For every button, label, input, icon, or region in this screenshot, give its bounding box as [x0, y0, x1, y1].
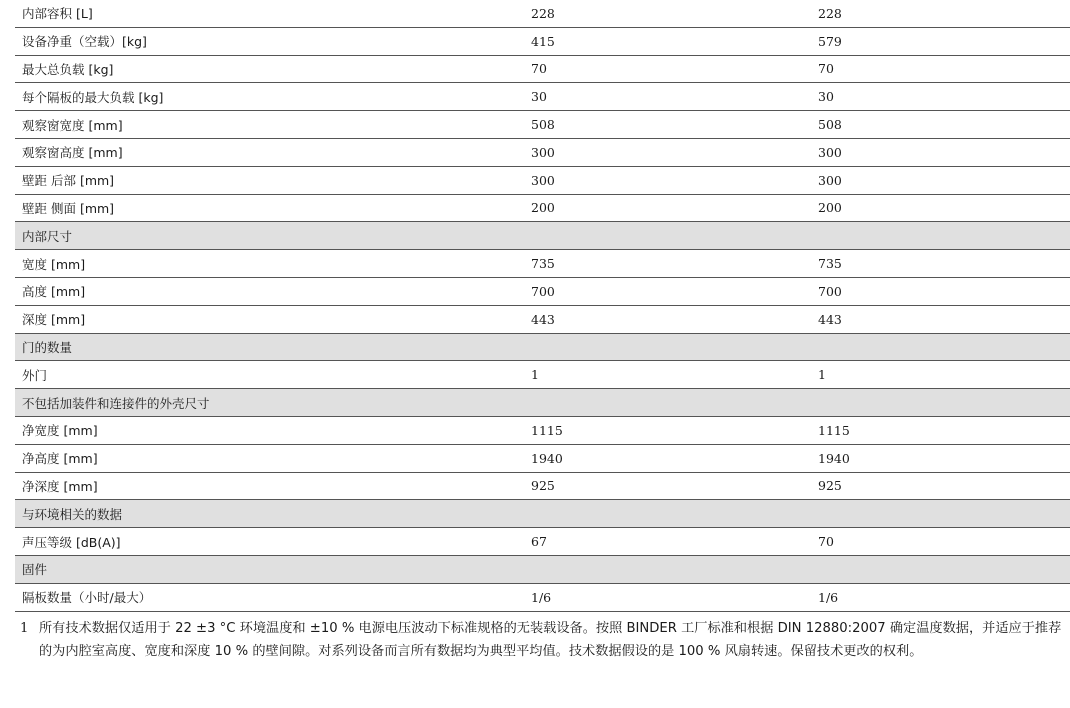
- table-row: [15, 528, 1070, 556]
- row-label: 最大总负载 [kg]: [22, 61, 114, 77]
- value-model-a: 300: [531, 172, 555, 188]
- table-row: [15, 584, 1070, 612]
- value-model-b: 925: [818, 478, 842, 494]
- value-model-a: 1115: [531, 422, 563, 438]
- section-title: 固件: [22, 562, 48, 578]
- row-label: 隔板数量（小时/最大）: [22, 590, 152, 606]
- value-model-b: 200: [818, 200, 842, 216]
- value-model-a: 300: [531, 144, 555, 160]
- value-model-a: 735: [531, 256, 555, 272]
- value-model-b: 443: [818, 311, 842, 327]
- value-model-b: 30: [818, 89, 834, 105]
- row-label: 设备净重（空载）[kg]: [22, 34, 147, 50]
- table-row: [15, 139, 1070, 167]
- value-model-a: 925: [531, 478, 555, 494]
- value-model-b: 1115: [818, 422, 850, 438]
- table-row: [15, 83, 1070, 111]
- value-model-a: 508: [531, 117, 555, 133]
- value-model-b: 1940: [818, 450, 850, 466]
- value-model-b: 300: [818, 172, 842, 188]
- value-model-b: 735: [818, 256, 842, 272]
- value-model-b: 70: [818, 534, 834, 550]
- row-label: 壁距 后部 [mm]: [22, 173, 115, 189]
- section-title: 内部尺寸: [22, 228, 73, 244]
- row-label: 深度 [mm]: [22, 312, 86, 328]
- table-row: [15, 445, 1070, 473]
- value-model-b: 300: [818, 144, 842, 160]
- table-row: [15, 250, 1070, 278]
- value-model-a: 200: [531, 200, 555, 216]
- section-title: 与环境相关的数据: [22, 506, 123, 522]
- table-row: [15, 473, 1070, 501]
- value-model-a: 30: [531, 89, 547, 105]
- row-label: 壁距 侧面 [mm]: [22, 200, 115, 216]
- footnote-number: 1: [20, 621, 29, 636]
- value-model-b: 228: [818, 5, 842, 21]
- value-model-a: 228: [531, 5, 555, 21]
- row-label: 内部容积 [L]: [22, 6, 93, 22]
- value-model-a: 415: [531, 33, 555, 49]
- table-row: [15, 111, 1070, 139]
- table-row: [15, 278, 1070, 306]
- spec-table: [15, 0, 1070, 612]
- table-row: [15, 417, 1070, 445]
- footnote: [20, 617, 1068, 663]
- value-model-a: 700: [531, 283, 555, 299]
- value-model-a: 70: [531, 61, 547, 77]
- row-label: 外门: [22, 367, 48, 383]
- value-model-b: 508: [818, 117, 842, 133]
- table-row: [15, 361, 1070, 389]
- table-row: [15, 28, 1070, 56]
- section-header-row: [15, 389, 1070, 417]
- value-model-a: 1940: [531, 450, 563, 466]
- section-header-row: [15, 334, 1070, 362]
- section-header-row: [15, 222, 1070, 250]
- row-label: 高度 [mm]: [22, 284, 86, 300]
- section-header-row: [15, 500, 1070, 528]
- table-row: [15, 0, 1070, 28]
- footnote-text: 所有技术数据仅适用于 22 ±3 °C 环境温度和 ±10 % 电源电压波动下标准规格的无装载设备。按照 BINDER 工厂标准和根据 DIN 12880:2007 确定温度数据，并适应于推荐的为内腔室高度、宽度和深度 10 % 的壁间隙。对系列设备而言所有数据均为典型平均值。技术数据假设的是 100 % 风扇转速。保留技术更改的权利。: [39, 621, 1062, 659]
- row-label: 观察窗高度 [mm]: [22, 145, 123, 161]
- value-model-b: 700: [818, 283, 842, 299]
- row-label: 观察窗宽度 [mm]: [22, 117, 123, 133]
- table-row: [15, 306, 1070, 334]
- table-row: [15, 167, 1070, 195]
- value-model-b: 70: [818, 61, 834, 77]
- row-label: 净高度 [mm]: [22, 451, 98, 467]
- value-model-b: 1: [818, 367, 826, 383]
- row-label: 宽度 [mm]: [22, 256, 86, 272]
- row-label: 净宽度 [mm]: [22, 423, 98, 439]
- value-model-b: 1/6: [818, 589, 839, 605]
- section-title: 不包括加装件和连接件的外壳尺寸: [22, 395, 210, 411]
- section-header-row: [15, 556, 1070, 584]
- table-row: [15, 195, 1070, 223]
- row-label: 每个隔板的最大负载 [kg]: [22, 89, 164, 105]
- value-model-a: 1: [531, 367, 539, 383]
- table-row: [15, 56, 1070, 84]
- value-model-a: 443: [531, 311, 555, 327]
- section-title: 门的数量: [22, 339, 73, 355]
- value-model-a: 67: [531, 534, 547, 550]
- row-label: 声压等级 [dB(A)]: [22, 534, 121, 550]
- value-model-a: 1/6: [531, 589, 552, 605]
- value-model-b: 579: [818, 33, 842, 49]
- row-label: 净深度 [mm]: [22, 478, 98, 494]
